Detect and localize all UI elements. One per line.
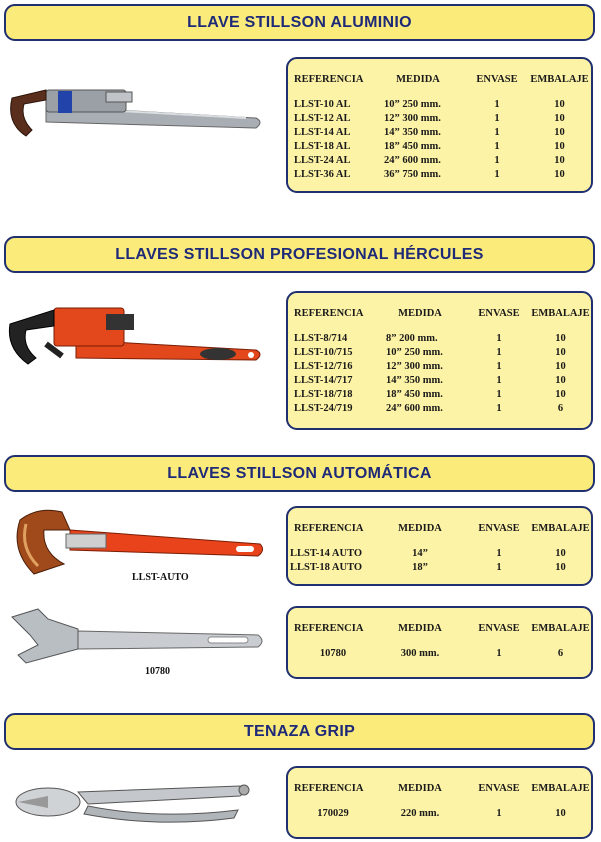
table-box-hercules	[286, 291, 593, 430]
col-envase: ENVASE	[478, 308, 520, 319]
col-embalaje: EMBALAJE	[531, 308, 590, 319]
col-referencia: REFERENCIA	[294, 308, 364, 319]
col-medida: MEDIDA	[398, 523, 442, 534]
col-embalaje: EMBALAJE	[530, 74, 589, 85]
col-embalaje: EMBALAJE	[531, 783, 590, 794]
product-table	[288, 523, 591, 575]
table-row: 10780 300 mm. 1 6	[319, 648, 564, 659]
table-row: 170029 220 mm. 1 10	[317, 808, 566, 819]
table-row: LLST-12 AL 12” 300 mm. 1 10	[294, 113, 565, 124]
table-box-tenaza-grip	[286, 766, 593, 839]
col-envase: ENVASE	[478, 623, 520, 634]
col-embalaje: EMBALAJE	[531, 623, 590, 634]
table-row: LLST-18 AUTO 18” 1 10	[290, 562, 566, 573]
table-row: LLST-24/719 24” 600 mm. 1 6	[294, 403, 564, 414]
col-embalaje: EMBALAJE	[531, 523, 590, 534]
aluminum-pipe-wrench-image	[6, 78, 268, 148]
col-medida: MEDIDA	[398, 623, 442, 634]
adjustable-hook-wrench-image	[8, 605, 268, 667]
product-table	[288, 623, 591, 661]
col-referencia: REFERENCIA	[294, 523, 364, 534]
table-row: LLST-10/715 10” 250 mm. 1 10	[294, 347, 566, 358]
table-row: LLST-14 AUTO 14” 1 10	[290, 548, 566, 559]
table-row: LLST-36 AL 36” 750 mm. 1 10	[294, 169, 565, 180]
product-table	[288, 783, 591, 821]
col-medida: MEDIDA	[396, 74, 440, 85]
table-row: LLST-10 AL 10” 250 mm. 1 10	[294, 99, 565, 110]
col-referencia: REFERENCIA	[294, 623, 364, 634]
product-table	[288, 308, 591, 416]
table-row: LLST-14/717 14” 350 mm. 1 10	[294, 375, 566, 386]
section-title-tenaza-grip: TENAZA GRIP	[4, 713, 595, 750]
locking-pliers-image	[8, 770, 274, 830]
section-title-profesional-hercules: LLAVES STILLSON PROFESIONAL HÉRCULES	[4, 236, 595, 273]
table-box-10780	[286, 606, 593, 679]
caption-llst-auto: LLST-AUTO	[132, 572, 189, 583]
red-pipe-wrench-image	[6, 302, 268, 374]
product-table	[288, 74, 591, 182]
col-medida: MEDIDA	[398, 783, 442, 794]
col-envase: ENVASE	[478, 783, 520, 794]
section-title-aluminio: LLAVE STILLSON ALUMINIO	[4, 4, 595, 41]
col-medida: MEDIDA	[398, 308, 442, 319]
section-title-automatica: LLAVES STILLSON AUTOMÁTICA	[4, 455, 595, 492]
table-row: LLST-12/716 12” 300 mm. 1 10	[294, 361, 566, 372]
table-box-automatica	[286, 506, 593, 586]
col-referencia: REFERENCIA	[294, 74, 364, 85]
table-box-aluminio	[286, 57, 593, 193]
table-row: LLST-14 AL 14” 350 mm. 1 10	[294, 127, 565, 138]
col-envase: ENVASE	[478, 523, 520, 534]
automatic-pipe-wrench-image	[10, 500, 266, 580]
table-row: LLST-18/718 18” 450 mm. 1 10	[294, 389, 566, 400]
table-row: LLST-8/714 8” 200 mm. 1 10	[294, 333, 566, 344]
table-row: LLST-24 AL 24” 600 mm. 1 10	[294, 155, 565, 166]
col-referencia: REFERENCIA	[294, 783, 364, 794]
table-row: LLST-18 AL 18” 450 mm. 1 10	[294, 141, 565, 152]
caption-10780: 10780	[145, 666, 170, 677]
col-envase: ENVASE	[476, 74, 518, 85]
